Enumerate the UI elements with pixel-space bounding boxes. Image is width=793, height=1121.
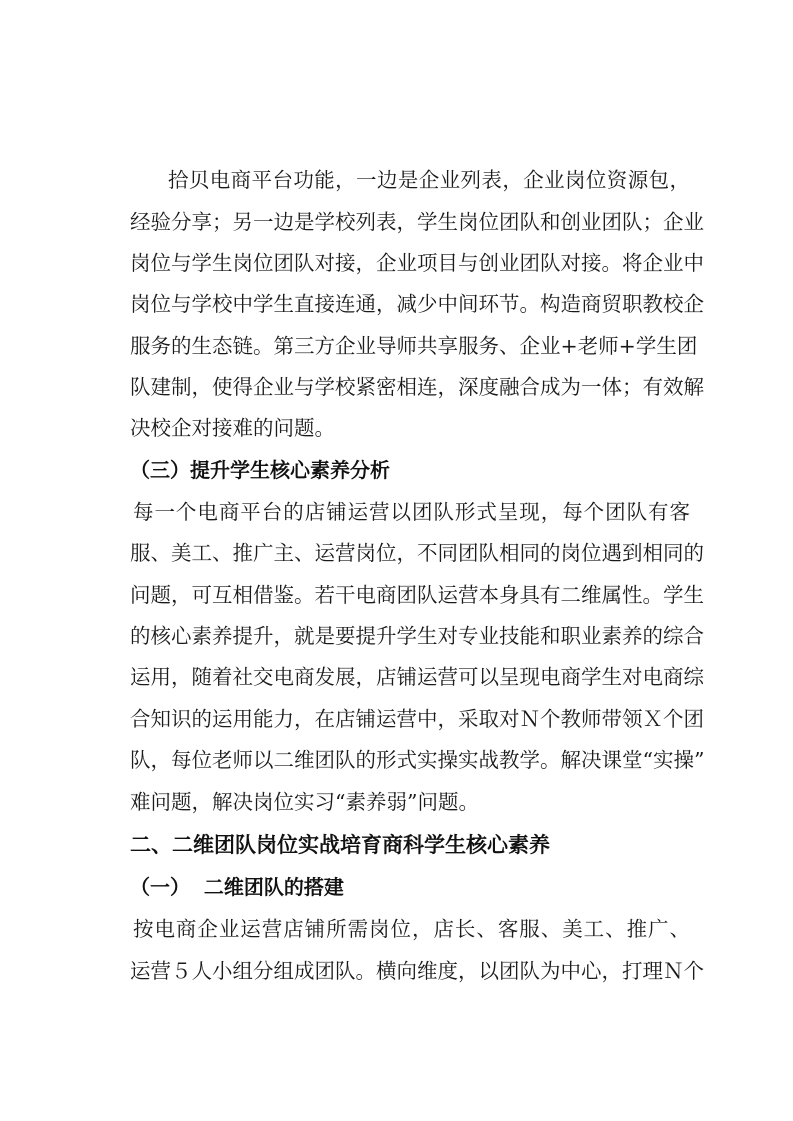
paragraph-line: 服务的生态链。第三方企业导师共享服务、企业+老师+学生团 xyxy=(130,334,698,358)
paragraph-line: 队建制，使得企业与学校紧密相连，深度融合成为一体；有效解 xyxy=(130,375,704,399)
paragraph-line: 经验分享；另一边是学校列表，学生岗位团队和创业团队；企业 xyxy=(130,210,704,234)
paragraph-line: 按电商企业运营店铺所需岗位，店长、客服、美工、推广、 xyxy=(133,917,690,941)
section-heading: （三）提升学生核心素养分析 xyxy=(130,458,390,482)
paragraph-line: 运营５人小组分组成团队。横向维度，以团队为中心，打理Ｎ个 xyxy=(130,959,704,983)
paragraph-line: 拾贝电商平台功能，一边是企业列表，企业岗位资源包， xyxy=(168,168,690,192)
paragraph-line: 运用，随着社交电商发展，店铺运营可以呈现电商学生对电商综 xyxy=(130,665,704,689)
paragraph-line: 合知识的运用能力，在店铺运营中，采取对Ｎ个教师带领Ｘ个团 xyxy=(130,707,704,731)
paragraph-line: 的核心素养提升，就是要提升学生对专业技能和职业素养的综合 xyxy=(130,624,704,648)
paragraph-line: 岗位与学校中学生直接连通，减少中间环节。构造商贸职教校企 xyxy=(130,292,704,316)
paragraph-line: 问题，可互相借鉴。若干电商团队运营本身具有二维属性。学生 xyxy=(130,583,704,607)
paragraph-line: 每一个电商平台的店铺运营以团队形式呈现，每个团队有客 xyxy=(133,500,690,524)
paragraph-line: 难问题，解决岗位实习“素养弱”问题。 xyxy=(130,790,479,814)
subsection-heading: （一） 二维团队的搭建 xyxy=(130,875,344,899)
paragraph-line: 岗位与学生岗位团队对接，企业项目与创业团队对接。将企业中 xyxy=(130,251,704,275)
paragraph-line: 服、美工、推广主、运营岗位，不同团队相同的岗位遇到相同的 xyxy=(130,541,704,565)
paragraph-line: 决校企对接难的问题。 xyxy=(130,416,335,440)
section-heading: 二、二维团队岗位实战培育商科学生核心素养 xyxy=(130,833,550,857)
paragraph-line: 队，每位老师以二维团队的形式实操实战教学。解决课堂“实操” xyxy=(130,748,705,772)
